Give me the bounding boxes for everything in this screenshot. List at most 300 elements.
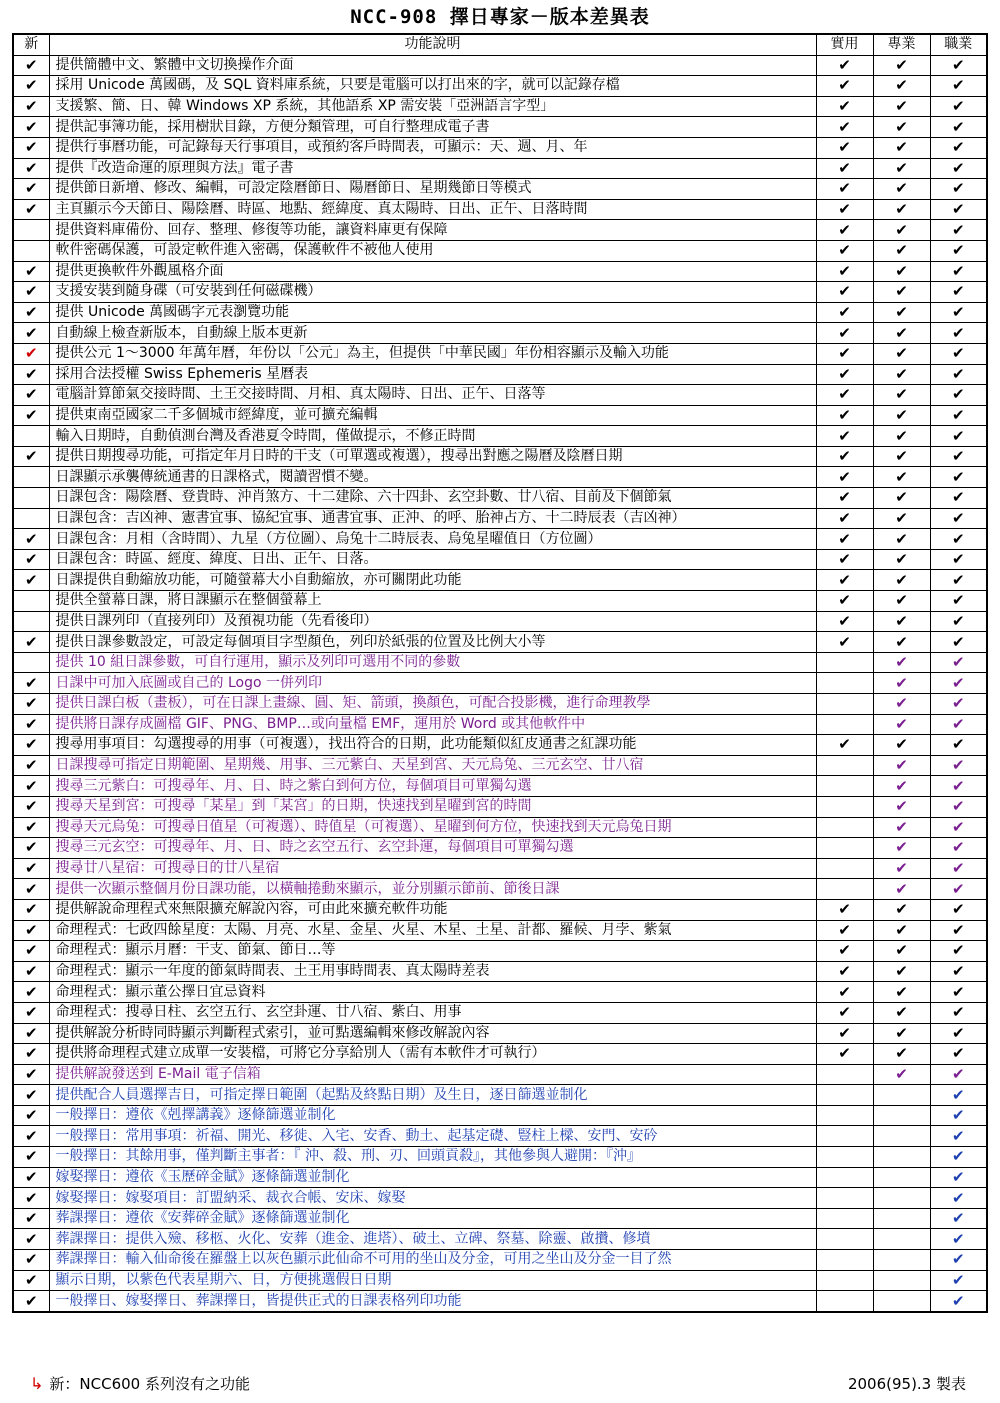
edition-basic-check-icon: ✔ <box>816 508 873 529</box>
table-row <box>13 261 987 282</box>
new-feature-check-icon: ✔ <box>13 982 49 1003</box>
edition-pro-check-icon: ✔ <box>873 694 930 715</box>
table-row <box>13 632 987 653</box>
edition-pro-check-icon: ✔ <box>873 323 930 344</box>
table-row <box>13 1126 987 1147</box>
table-row <box>13 1270 987 1291</box>
feature-description: 採用合法授權 Swiss Ephemeris 星曆表 <box>49 364 816 385</box>
table-header-row <box>13 34 987 55</box>
edition-business-check-icon: ✔ <box>930 673 987 694</box>
new-feature-check-icon: ✔ <box>13 1002 49 1023</box>
new-feature-check-icon: ✔ <box>13 1085 49 1106</box>
new-feature-check-icon: ✔ <box>13 549 49 570</box>
edition-basic-check-icon: ✔ <box>816 323 873 344</box>
edition-basic-check-icon <box>816 776 873 797</box>
new-feature-check-icon: ✔ <box>13 158 49 179</box>
edition-basic-check-icon <box>816 1105 873 1126</box>
new-feature-check-icon: ✔ <box>13 529 49 550</box>
feature-description: 提供將日課存成圖檔 GIF、PNG、BMP…或向量檔 EMF，運用於 Word 或其他軟件中 <box>49 714 816 735</box>
edition-pro-check-icon: ✔ <box>873 179 930 200</box>
edition-pro-check-icon <box>873 1250 930 1271</box>
new-feature-check-icon: ✔ <box>13 302 49 323</box>
feature-description: 一般擇日：其餘用事，僅判斷主事者：『 沖、殺、刑、刃、回頭貢殺』，其他參與人避開：『沖』 <box>49 1147 816 1168</box>
table-row <box>13 488 987 509</box>
feature-description: 提供『改造命運的原理與方法』電子書 <box>49 158 816 179</box>
new-feature-check-icon: ✔ <box>13 1064 49 1085</box>
new-feature-check-icon: ✔ <box>13 694 49 715</box>
edition-basic-check-icon: ✔ <box>816 549 873 570</box>
new-feature-check-icon <box>13 426 49 447</box>
new-feature-check-icon: ✔ <box>13 735 49 756</box>
edition-pro-check-icon: ✔ <box>873 55 930 76</box>
edition-pro-check-icon: ✔ <box>873 652 930 673</box>
feature-description: 提供將命理程式建立成單一安裝檔，可將它分享給別人（需有本軟件才可執行） <box>49 1044 816 1065</box>
edition-basic-check-icon: ✔ <box>816 941 873 962</box>
feature-description: 提供 10 組日課參數，可自行運用，顯示及列印可選用不同的參數 <box>49 652 816 673</box>
edition-basic-check-icon: ✔ <box>816 735 873 756</box>
edition-business-check-icon: ✔ <box>930 446 987 467</box>
new-feature-check-icon <box>13 467 49 488</box>
edition-business-check-icon: ✔ <box>930 199 987 220</box>
feature-description: 提供解說發送到 E-Mail 電子信箱 <box>49 1064 816 1085</box>
edition-pro-check-icon: ✔ <box>873 941 930 962</box>
feature-description: 軟件密碼保護，可設定軟件進入密碼，保護軟件不被他人使用 <box>49 240 816 261</box>
edition-basic-check-icon: ✔ <box>816 529 873 550</box>
edition-pro-check-icon: ✔ <box>873 405 930 426</box>
edition-pro-check-icon: ✔ <box>873 343 930 364</box>
table-row <box>13 1147 987 1168</box>
new-feature-check-icon <box>13 220 49 241</box>
feature-description: 自動線上檢查新版本，自動線上版本更新 <box>49 323 816 344</box>
table-row <box>13 549 987 570</box>
edition-basic-check-icon <box>816 1188 873 1209</box>
table-row <box>13 796 987 817</box>
new-feature-check-icon: ✔ <box>13 961 49 982</box>
edition-basic-check-icon <box>816 1291 873 1312</box>
new-feature-check-icon <box>13 611 49 632</box>
edition-business-check-icon: ✔ <box>930 158 987 179</box>
edition-business-check-icon: ✔ <box>930 1044 987 1065</box>
edition-business-check-icon: ✔ <box>930 385 987 406</box>
feature-description: 提供節日新增、修改、編輯，可設定陰曆節日、陽曆節日、星期幾節日等模式 <box>49 179 816 200</box>
table-row <box>13 1229 987 1250</box>
edition-business-check-icon: ✔ <box>930 796 987 817</box>
edition-basic-check-icon <box>816 755 873 776</box>
new-feature-check-icon <box>13 488 49 509</box>
feature-comparison-table <box>12 33 988 1313</box>
edition-business-check-icon: ✔ <box>930 1147 987 1168</box>
edition-business-check-icon: ✔ <box>930 694 987 715</box>
table-row <box>13 405 987 426</box>
edition-basic-check-icon: ✔ <box>816 488 873 509</box>
feature-description: 提供日課參數設定，可設定每個項目字型顏色，列印於紙張的位置及比例大小等 <box>49 632 816 653</box>
edition-basic-check-icon: ✔ <box>816 1002 873 1023</box>
new-feature-check-icon: ✔ <box>13 385 49 406</box>
footer-note <box>30 1373 250 1395</box>
edition-pro-check-icon <box>873 1188 930 1209</box>
edition-business-check-icon: ✔ <box>930 1085 987 1106</box>
edition-business-check-icon: ✔ <box>930 1126 987 1147</box>
new-feature-check-icon: ✔ <box>13 137 49 158</box>
table-row <box>13 1188 987 1209</box>
edition-basic-check-icon: ✔ <box>816 1044 873 1065</box>
feature-description: 命理程式：搜尋日柱、玄空五行、玄空卦運、廿八宿、紫白、用事 <box>49 1002 816 1023</box>
edition-pro-check-icon <box>873 1085 930 1106</box>
table-row <box>13 879 987 900</box>
edition-business-check-icon: ✔ <box>930 261 987 282</box>
table-row <box>13 920 987 941</box>
new-feature-check-icon: ✔ <box>13 673 49 694</box>
table-row <box>13 1208 987 1229</box>
edition-business-check-icon: ✔ <box>930 55 987 76</box>
table-row <box>13 343 987 364</box>
edition-pro-check-icon: ✔ <box>873 302 930 323</box>
edition-pro-check-icon: ✔ <box>873 282 930 303</box>
table-row <box>13 1064 987 1085</box>
edition-basic-check-icon: ✔ <box>816 385 873 406</box>
edition-business-check-icon: ✔ <box>930 302 987 323</box>
edition-pro-check-icon: ✔ <box>873 591 930 612</box>
edition-basic-check-icon: ✔ <box>816 240 873 261</box>
edition-business-check-icon: ✔ <box>930 1002 987 1023</box>
table-row <box>13 899 987 920</box>
table-row <box>13 220 987 241</box>
new-feature-check-icon: ✔ <box>13 446 49 467</box>
table-row <box>13 941 987 962</box>
edition-business-check-icon: ✔ <box>930 405 987 426</box>
edition-pro-check-icon: ✔ <box>873 76 930 97</box>
table-row <box>13 1167 987 1188</box>
edition-basic-check-icon <box>816 1250 873 1271</box>
edition-business-check-icon: ✔ <box>930 591 987 612</box>
edition-pro-check-icon: ✔ <box>873 1002 930 1023</box>
new-feature-check-icon: ✔ <box>13 755 49 776</box>
table-row <box>13 76 987 97</box>
edition-pro-check-icon: ✔ <box>873 879 930 900</box>
feature-description: 搜尋三元玄空：可搜尋年、月、日、時之玄空五行、玄空卦運，每個項目可單獨勾選 <box>49 838 816 859</box>
edition-basic-check-icon: ✔ <box>816 426 873 447</box>
edition-basic-check-icon: ✔ <box>816 1023 873 1044</box>
new-feature-check-icon <box>13 652 49 673</box>
page-title: NCC-908 擇日專家－版本差異表 <box>350 6 650 28</box>
edition-basic-check-icon: ✔ <box>816 982 873 1003</box>
edition-business-check-icon: ✔ <box>930 899 987 920</box>
table-row <box>13 158 987 179</box>
new-feature-check-icon: ✔ <box>13 838 49 859</box>
edition-business-check-icon: ✔ <box>930 117 987 138</box>
edition-basic-check-icon <box>816 817 873 838</box>
edition-pro-check-icon <box>873 1270 930 1291</box>
edition-basic-check-icon: ✔ <box>816 282 873 303</box>
edition-pro-check-icon: ✔ <box>873 673 930 694</box>
new-feature-check-icon: ✔ <box>13 282 49 303</box>
edition-pro-check-icon: ✔ <box>873 529 930 550</box>
column-header-description: 功能說明 <box>49 34 816 55</box>
edition-business-check-icon: ✔ <box>930 652 987 673</box>
table-row <box>13 838 987 859</box>
edition-basic-check-icon: ✔ <box>816 96 873 117</box>
edition-pro-check-icon: ✔ <box>873 467 930 488</box>
edition-basic-check-icon <box>816 879 873 900</box>
feature-description: 嫁娶擇日：遵依《玉歷碎金賦》逐條篩選並制化 <box>49 1167 816 1188</box>
edition-basic-check-icon <box>816 1085 873 1106</box>
feature-description: 支援繁、簡、日、韓 Windows XP 系統，其他語系 XP 需安裝「亞洲語言字型」 <box>49 96 816 117</box>
edition-pro-check-icon: ✔ <box>873 240 930 261</box>
feature-description: 搜尋廿八星宿：可搜尋日的廿八星宿 <box>49 858 816 879</box>
table-row <box>13 1002 987 1023</box>
table-row <box>13 302 987 323</box>
feature-description: 主頁顯示今天節日、陽陰曆、時區、地點、經緯度、真太陽時、日出、正午、日落時間 <box>49 199 816 220</box>
edition-basic-check-icon: ✔ <box>816 920 873 941</box>
new-feature-check-icon: ✔ <box>13 941 49 962</box>
edition-business-check-icon: ✔ <box>930 364 987 385</box>
edition-basic-check-icon: ✔ <box>816 76 873 97</box>
new-feature-check-icon: ✔ <box>13 1105 49 1126</box>
edition-basic-check-icon <box>816 714 873 735</box>
edition-business-check-icon: ✔ <box>930 529 987 550</box>
feature-description: 日課提供自動縮放功能，可隨螢幕大小自動縮放，亦可關閉此功能 <box>49 570 816 591</box>
feature-description: 日課包含：月相（含時間）、九星（方位圖）、烏兔十二時辰表、烏兔星曜值日（方位圖） <box>49 529 816 550</box>
edition-pro-check-icon: ✔ <box>873 899 930 920</box>
new-feature-check-icon: ✔ <box>13 55 49 76</box>
edition-business-check-icon: ✔ <box>930 858 987 879</box>
table-body <box>13 55 987 1312</box>
table-row <box>13 982 987 1003</box>
feature-description: 提供公元 1～3000 年萬年曆，年份以「公元」為主，但提供「中華民國」年份相容顯示及輸入功能 <box>49 343 816 364</box>
edition-pro-check-icon <box>873 1105 930 1126</box>
edition-pro-check-icon <box>873 1291 930 1312</box>
feature-description: 提供資料庫備份、回存、整理、修復等功能，讓資料庫更有保障 <box>49 220 816 241</box>
edition-basic-check-icon: ✔ <box>816 611 873 632</box>
new-feature-check-icon <box>13 591 49 612</box>
edition-business-check-icon: ✔ <box>930 488 987 509</box>
edition-business-check-icon: ✔ <box>930 343 987 364</box>
feature-description: 日課包含：時區、經度、緯度、日出、正午、日落。 <box>49 549 816 570</box>
edition-basic-check-icon: ✔ <box>816 570 873 591</box>
new-feature-check-icon: ✔ <box>13 1147 49 1168</box>
feature-description: 輸入日期時，自動偵測台灣及香港夏令時間，僅做提示，不修正時間 <box>49 426 816 447</box>
feature-description: 葬課擇日：遵依《安葬碎金賦》逐條篩選並制化 <box>49 1208 816 1229</box>
edition-basic-check-icon <box>816 1147 873 1168</box>
table-row <box>13 508 987 529</box>
new-feature-check-icon: ✔ <box>13 261 49 282</box>
table-row <box>13 817 987 838</box>
edition-pro-check-icon: ✔ <box>873 261 930 282</box>
edition-pro-check-icon: ✔ <box>873 549 930 570</box>
table-row <box>13 961 987 982</box>
table-row <box>13 1085 987 1106</box>
edition-basic-check-icon: ✔ <box>816 961 873 982</box>
edition-pro-check-icon: ✔ <box>873 488 930 509</box>
feature-description: 搜尋用事項目：勾選搜尋的用事（可複選），找出符合的日期，此功能類似紅皮通書之紅課功能 <box>49 735 816 756</box>
table-row <box>13 714 987 735</box>
edition-business-check-icon: ✔ <box>930 920 987 941</box>
new-feature-check-icon: ✔ <box>13 1208 49 1229</box>
edition-business-check-icon: ✔ <box>930 220 987 241</box>
new-feature-check-icon: ✔ <box>13 323 49 344</box>
new-feature-check-icon: ✔ <box>13 920 49 941</box>
edition-business-check-icon: ✔ <box>930 1291 987 1312</box>
feature-description: 提供簡體中文、繁體中文切換操作介面 <box>49 55 816 76</box>
feature-description: 日課包含：吉凶神、憲書宜事、協紀宜事、通書宜事、正沖、的呼、胎神占方、十二時辰表（吉凶神） <box>49 508 816 529</box>
feature-description: 搜尋天元烏兔：可搜尋日值星（可複選）、時值星（可複選）、星曜到何方位，快速找到天元烏兔日期 <box>49 817 816 838</box>
new-feature-check-icon <box>13 240 49 261</box>
table-row <box>13 735 987 756</box>
new-feature-check-icon: ✔ <box>13 1291 49 1312</box>
feature-description: 一般擇日：遵依《剋擇講義》逐條篩選並制化 <box>49 1105 816 1126</box>
edition-business-check-icon: ✔ <box>930 96 987 117</box>
table-row <box>13 1105 987 1126</box>
new-feature-check-icon: ✔ <box>13 343 49 364</box>
feature-description: 嫁娶擇日：嫁娶項目：訂盟納采、裁衣合帳、安床、嫁娶 <box>49 1188 816 1209</box>
table-row <box>13 96 987 117</box>
edition-basic-check-icon: ✔ <box>816 446 873 467</box>
edition-pro-check-icon: ✔ <box>873 858 930 879</box>
edition-business-check-icon: ✔ <box>930 240 987 261</box>
feature-description: 提供記事簿功能，採用樹狀目錄，方便分類管理，可自行整理成電子書 <box>49 117 816 138</box>
edition-business-check-icon: ✔ <box>930 1023 987 1044</box>
feature-description: 日課中可加入底圖或自己的 Logo 一併列印 <box>49 673 816 694</box>
feature-description: 提供 Unicode 萬國碼字元表瀏覽功能 <box>49 302 816 323</box>
edition-pro-check-icon <box>873 1229 930 1250</box>
edition-business-check-icon: ✔ <box>930 1105 987 1126</box>
table-row <box>13 385 987 406</box>
edition-pro-check-icon: ✔ <box>873 838 930 859</box>
table-row <box>13 1291 987 1312</box>
table-row <box>13 55 987 76</box>
edition-basic-check-icon: ✔ <box>816 179 873 200</box>
edition-business-check-icon: ✔ <box>930 1229 987 1250</box>
edition-pro-check-icon <box>873 1167 930 1188</box>
edition-basic-check-icon <box>816 673 873 694</box>
edition-pro-check-icon: ✔ <box>873 817 930 838</box>
edition-basic-check-icon: ✔ <box>816 467 873 488</box>
edition-pro-check-icon: ✔ <box>873 632 930 653</box>
edition-basic-check-icon <box>816 1167 873 1188</box>
edition-basic-check-icon <box>816 1270 873 1291</box>
feature-description: 一般擇日：常用事項：祈福、開光、移徙、入宅、安香、動土、起基定礎、豎柱上樑、安門、安砛 <box>49 1126 816 1147</box>
edition-pro-check-icon: ✔ <box>873 137 930 158</box>
table-row <box>13 282 987 303</box>
edition-pro-check-icon: ✔ <box>873 735 930 756</box>
column-header-business: 職業 <box>930 34 987 55</box>
feature-description: 命理程式：顯示月曆：干支、節氣、節日…等 <box>49 941 816 962</box>
feature-description: 葬課擇日：提供入殮、移柩、火化、安葬（進金、進塔）、破土、立碑、祭墓、除靈、啟攢、修墳 <box>49 1229 816 1250</box>
table-row <box>13 117 987 138</box>
edition-business-check-icon: ✔ <box>930 1167 987 1188</box>
feature-description: 葬課擇日：輸入仙命後在羅盤上以灰色顯示此仙命不可用的坐山及分金，可用之坐山及分金一目了然 <box>49 1250 816 1271</box>
feature-description: 提供日課列印（直接列印）及預視功能（先看後印） <box>49 611 816 632</box>
edition-business-check-icon: ✔ <box>930 838 987 859</box>
edition-business-check-icon: ✔ <box>930 776 987 797</box>
feature-description: 支援安裝到隨身碟（可安裝到任何磁碟機） <box>49 282 816 303</box>
edition-pro-check-icon: ✔ <box>873 158 930 179</box>
new-feature-check-icon: ✔ <box>13 879 49 900</box>
feature-description: 命理程式：顯示一年度的節氣時間表、土王用事時間表、真太陽時差表 <box>49 961 816 982</box>
new-feature-check-icon: ✔ <box>13 199 49 220</box>
table-row <box>13 426 987 447</box>
edition-basic-check-icon: ✔ <box>816 117 873 138</box>
edition-business-check-icon: ✔ <box>930 982 987 1003</box>
edition-pro-check-icon: ✔ <box>873 1044 930 1065</box>
edition-basic-check-icon: ✔ <box>816 632 873 653</box>
feature-description: 採用 Unicode 萬國碼，及 SQL 資料庫系統，只要是電腦可以打出來的字，就可以記錄存檔 <box>49 76 816 97</box>
new-feature-check-icon: ✔ <box>13 364 49 385</box>
edition-pro-check-icon: ✔ <box>873 570 930 591</box>
column-header-new: 新 <box>13 34 49 55</box>
edition-basic-check-icon <box>816 1208 873 1229</box>
edition-business-check-icon: ✔ <box>930 611 987 632</box>
table-row <box>13 673 987 694</box>
new-feature-check-icon: ✔ <box>13 96 49 117</box>
feature-description: 日課搜尋可指定日期範圍、星期幾、用事、三元紫白、天星到宮、天元烏兔、三元玄空、廿八宿 <box>49 755 816 776</box>
new-feature-check-icon: ✔ <box>13 1188 49 1209</box>
table-row <box>13 694 987 715</box>
edition-business-check-icon: ✔ <box>930 755 987 776</box>
edition-basic-check-icon <box>816 652 873 673</box>
edition-basic-check-icon: ✔ <box>816 364 873 385</box>
feature-description: 提供東南亞國家二千多個城市經緯度，並可擴充編輯 <box>49 405 816 426</box>
table-row <box>13 137 987 158</box>
feature-description: 提供配合人員選擇吉日，可指定擇日範圍（起點及終點日期）及生日，逐日篩選並制化 <box>49 1085 816 1106</box>
edition-business-check-icon: ✔ <box>930 323 987 344</box>
new-feature-check-icon <box>13 508 49 529</box>
new-feature-check-icon: ✔ <box>13 76 49 97</box>
table-row <box>13 529 987 550</box>
feature-description: 提供解說分析時同時顯示判斷程式索引，並可點選編輯來修改解說內容 <box>49 1023 816 1044</box>
edition-business-check-icon: ✔ <box>930 1188 987 1209</box>
table-row <box>13 1044 987 1065</box>
feature-description: 提供日期搜尋功能，可指定年月日時的干支（可單選或複選），搜尋出對應之陽曆及陰曆日期 <box>49 446 816 467</box>
edition-basic-check-icon <box>816 1064 873 1085</box>
edition-basic-check-icon: ✔ <box>816 55 873 76</box>
edition-basic-check-icon: ✔ <box>816 158 873 179</box>
edition-pro-check-icon: ✔ <box>873 982 930 1003</box>
new-feature-check-icon: ✔ <box>13 179 49 200</box>
new-feature-check-icon: ✔ <box>13 858 49 879</box>
edition-business-check-icon: ✔ <box>930 282 987 303</box>
new-feature-check-icon: ✔ <box>13 117 49 138</box>
edition-business-check-icon: ✔ <box>930 879 987 900</box>
edition-pro-check-icon: ✔ <box>873 508 930 529</box>
feature-description: 提供全螢幕日課，將日課顯示在整個螢幕上 <box>49 591 816 612</box>
edition-pro-check-icon: ✔ <box>873 426 930 447</box>
edition-pro-check-icon: ✔ <box>873 714 930 735</box>
table-row <box>13 240 987 261</box>
edition-business-check-icon: ✔ <box>930 76 987 97</box>
feature-description: 命理程式：顯示董公擇日宜忌資料 <box>49 982 816 1003</box>
feature-description: 提供行事曆功能，可記錄每天行事項目，或預約客戶時間表，可顯示：天、週、月、年 <box>49 137 816 158</box>
table-row <box>13 199 987 220</box>
edition-business-check-icon: ✔ <box>930 1270 987 1291</box>
edition-basic-check-icon: ✔ <box>816 137 873 158</box>
feature-description: 搜尋三元紫白：可搜尋年、月、日、時之紫白到何方位，每個項目可單獨勾選 <box>49 776 816 797</box>
feature-description: 電腦計算節氣交接時間、土王交接時間、月相、真太陽時、日出、正午、日落等 <box>49 385 816 406</box>
edition-basic-check-icon <box>816 858 873 879</box>
edition-business-check-icon: ✔ <box>930 1064 987 1085</box>
edition-pro-check-icon: ✔ <box>873 364 930 385</box>
edition-pro-check-icon <box>873 1126 930 1147</box>
edition-basic-check-icon: ✔ <box>816 302 873 323</box>
table-row <box>13 467 987 488</box>
feature-description: 顯示日期，以紫色代表星期六、日，方便挑選假日日期 <box>49 1270 816 1291</box>
edition-business-check-icon: ✔ <box>930 467 987 488</box>
new-feature-check-icon: ✔ <box>13 1270 49 1291</box>
edition-business-check-icon: ✔ <box>930 1250 987 1271</box>
table-row <box>13 611 987 632</box>
table-row <box>13 858 987 879</box>
table-row <box>13 652 987 673</box>
